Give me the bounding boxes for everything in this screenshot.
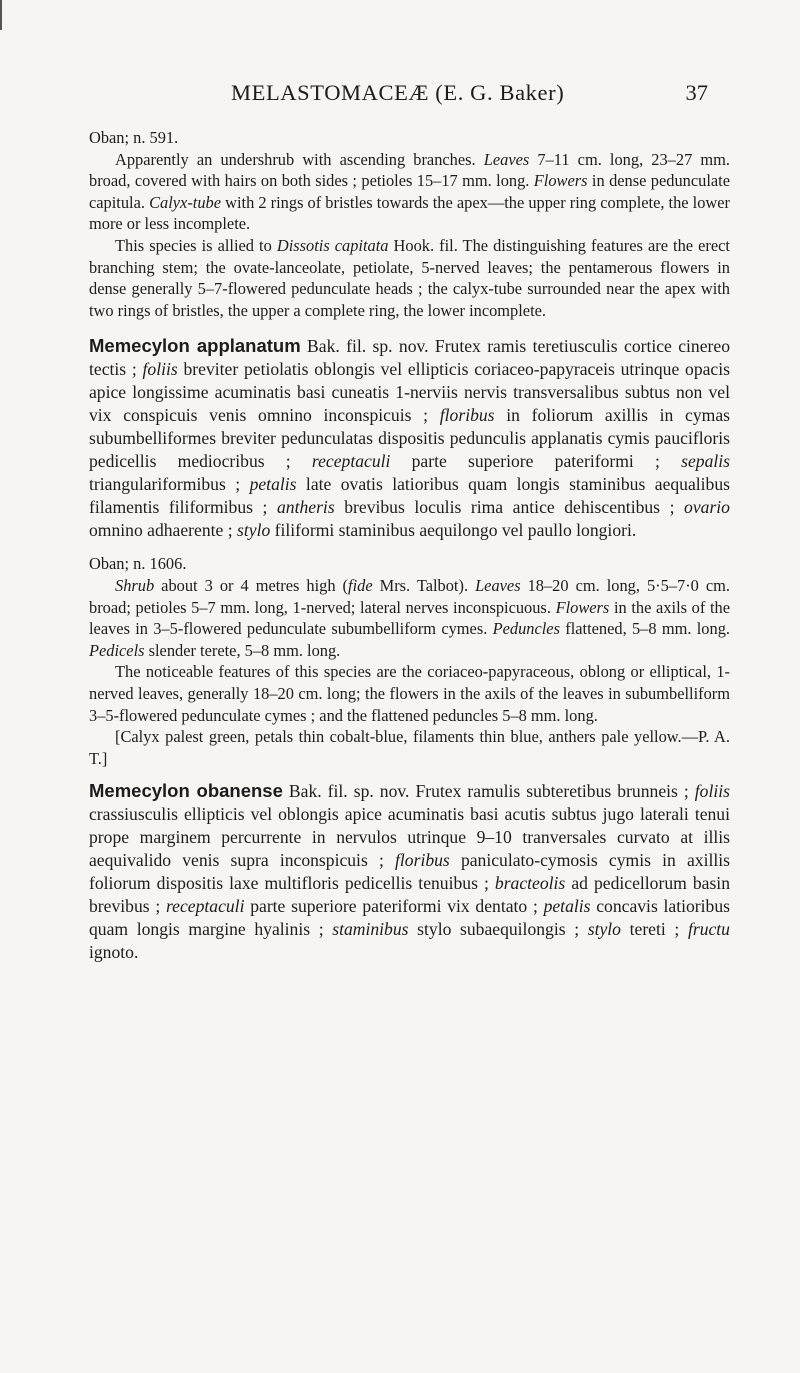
diag-text: crassiusculis ellipticis vel oblongis apice acuminatis basi acutis subtus jugo laterali tenui prope marginem percurrente in nervulos utrinque 9–10 tranversales curvato at illis aequivalido venis supra inconspicuis ; — [89, 804, 730, 871]
diag-text: Bak. fil. sp. nov. Frutex ramis teretiusculis cortice cinereo tectis ; — [89, 336, 730, 380]
desc-term: Calyx-tube — [149, 192, 222, 212]
desc-term: Flowers — [533, 171, 588, 191]
desc-term: Peduncles — [492, 619, 560, 639]
page-header — [0, 80, 800, 114]
desc-text: slender terete, 5–8 mm. long. — [144, 640, 341, 660]
diag-term: foliis — [142, 359, 178, 380]
diag-term: sepalis — [681, 451, 730, 472]
diag-term: bracteolis — [494, 873, 566, 894]
desc-term: Shrub — [115, 575, 155, 595]
running-head: MELASTOMACEÆ (E. G. Baker) — [231, 80, 565, 105]
diag-term: fructu — [687, 919, 730, 940]
margin-rule — [0, 0, 2, 30]
diag-term: petalis — [249, 474, 297, 495]
latin-diagnosis — [89, 334, 730, 542]
species-name: Memecylon applanatum — [89, 335, 301, 357]
page-body — [89, 127, 730, 964]
diag-term: floribus — [395, 850, 450, 871]
desc-term: fide — [348, 575, 373, 595]
diag-term: stylo — [587, 919, 621, 940]
diag-text: stylo subaequilongis ; — [408, 919, 588, 940]
diag-term: petalis — [543, 896, 591, 917]
species-name: Memecylon obanense — [89, 780, 283, 802]
diag-text: parte superiore pateriformi vix dentato ; — [244, 896, 544, 917]
diag-text: in foliorum axillis in cymas subumbelliformes breviter pedunculatas dispositis pedunculis applanatis cymis paucifloris pedicellis mediocribus ; — [89, 405, 730, 472]
desc-text: with 2 rings of bristles towards the apex—the upper ring complete, the lower more or less incomplete. — [89, 192, 730, 234]
note-taxon: Dissotis capitata — [276, 235, 389, 255]
desc-text: 7–11 cm. long, 23–27 mm. broad, covered with hairs on both sides ; petioles 15–17 mm. long. — [89, 149, 730, 191]
diag-text: triangulariformibus ; — [89, 474, 250, 495]
collector-note: [Calyx palest green, petals thin cobalt-blue, filaments thin blue, anthers pale yellow.—P. A. T.] — [89, 727, 730, 768]
diag-term: receptaculi — [311, 451, 391, 472]
desc-text: in the axils of the leaves in 3–5-flowered pedunculate subumbelliform cymes. — [89, 597, 730, 639]
locality-line: Oban; n. 1606. — [89, 554, 187, 574]
diag-text: parte superiore pateriformi ; — [390, 451, 682, 472]
diag-term: staminibus — [332, 919, 409, 940]
diag-term: antheris — [277, 497, 335, 518]
diag-text: omnino adhaerente ; — [89, 520, 238, 541]
diag-text: filiformi staminibus aequilongo vel paullo longiori. — [270, 520, 637, 541]
page-number: 37 — [685, 80, 708, 105]
desc-text: Mrs. Talbot). — [372, 575, 476, 595]
species-note — [89, 235, 730, 321]
species-description — [89, 149, 730, 235]
diag-term: foliis — [694, 781, 730, 802]
species-note: The noticeable features of this species are the coriaceo-papyraceous, oblong or elliptical, 1-nerved leaves, generally 18–20 cm. long; the flowers in the axils of the leaves in subumbelliform 3–5-flowered pedunculate cymes ; and the flattened peduncles 5–8 mm. long. — [89, 662, 730, 725]
diag-term: floribus — [439, 405, 495, 426]
desc-term: Pedicels — [89, 640, 145, 660]
diag-text: breviter petiolatis oblongis vel ellipticis coriaceo-papyraceis utrinque opacis apice longissime acuminatis basi cuneatis 1-nerviis nervis transversalibus subtus non vel vix conspicuis venis omnino inconspicuis ; — [89, 359, 730, 426]
diag-text: ignoto. — [89, 942, 139, 963]
desc-text: Apparently an undershrub with ascending branches. — [115, 149, 484, 169]
desc-text: flattened, 5–8 mm. long. — [559, 619, 730, 639]
diag-text: late ovatis latioribus quam longis staminibus aequalibus filamentis filiformibus ; — [89, 474, 731, 518]
diag-text: paniculato-cymosis cymis in axillis foliorum dispositis laxe multifloris pedicellis tenuibus ; — [89, 850, 730, 894]
desc-term: Leaves — [475, 575, 521, 595]
diag-text: concavis latioribus quam longis margine hyalinis ; — [89, 896, 730, 940]
desc-term: Leaves — [483, 149, 530, 169]
species-description — [89, 575, 730, 661]
desc-term: Flowers — [555, 597, 610, 617]
desc-text: 18–20 cm. long, 5·5–7·0 cm. broad; petioles 5–7 mm. long, 1-nerved; lateral nerves inconspicuous. — [89, 575, 731, 617]
desc-text: about 3 or 4 metres high ( — [154, 575, 349, 595]
diag-term: ovario — [684, 497, 730, 518]
diag-term: receptaculi — [165, 896, 245, 917]
diag-text: brevibus loculis rima antice dehiscentibus ; — [334, 497, 685, 518]
diag-text: ad pedicellorum basin brevibus ; — [89, 873, 730, 917]
note-text: Hook. fil. The distinguishing features are the erect branching stem; the ovate-lanceolate, petiolate, 5-nerved leaves; the pentamerous flowers in dense generally 5–7-flowered pedunculate heads ; the calyx-tube surrounded near the apex with two rings of bristles, the upper a complete ring, the lower incomplete. — [89, 235, 730, 320]
diag-text: tereti ; — [620, 919, 688, 940]
locality-line: Oban; n. 591. — [89, 128, 179, 147]
diag-text: Bak. fil. sp. nov. Frutex ramulis subteretibus brunneis ; — [282, 781, 695, 802]
diag-term: stylo — [237, 520, 271, 541]
desc-text: in dense pedunculate capitula. — [89, 171, 730, 212]
note-text: This species is allied to — [115, 235, 277, 255]
latin-diagnosis — [89, 779, 730, 964]
